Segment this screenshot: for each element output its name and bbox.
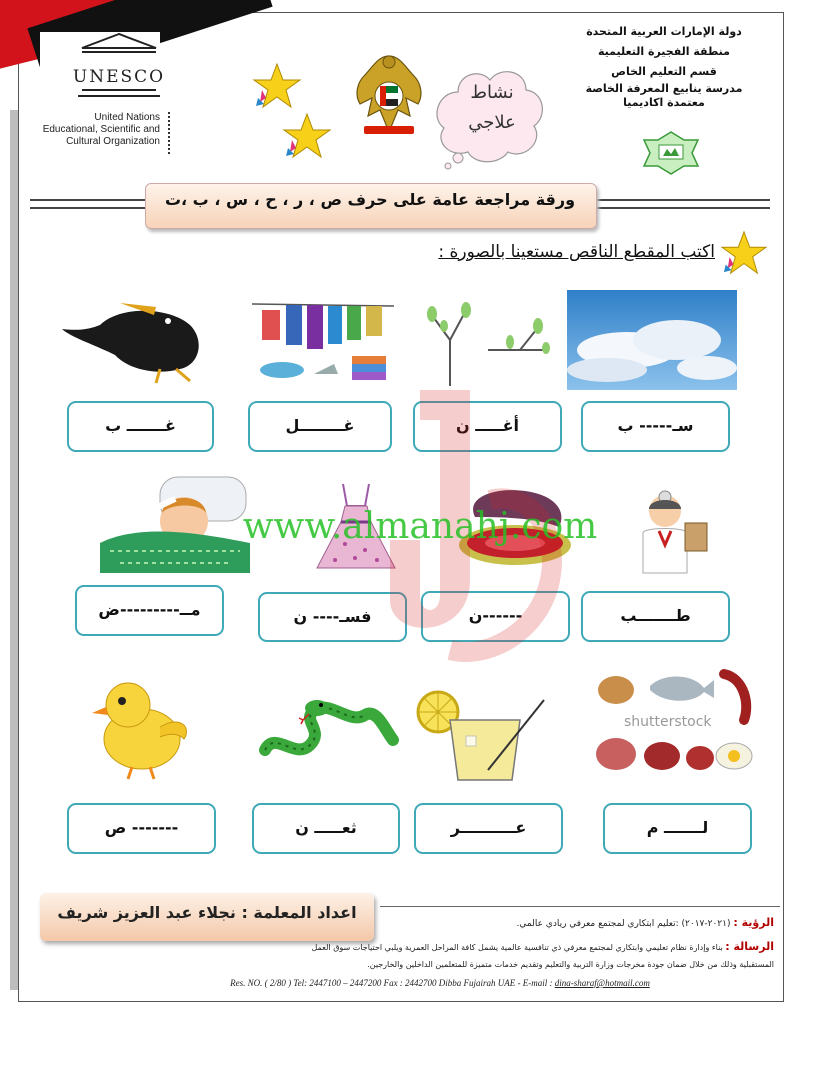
activity-label-line: نشاط xyxy=(470,82,514,103)
star-icon xyxy=(282,112,332,160)
unesco-logo-text: UNESCO xyxy=(72,67,166,87)
watermark-text: www.almanahj.com xyxy=(242,506,598,547)
chick-picture xyxy=(80,675,200,780)
answer-box[interactable]: فسـ---- ن xyxy=(258,592,407,642)
vision-statement xyxy=(254,916,774,929)
unesco-name-line: United Nations xyxy=(94,112,160,123)
school-accreditation: معتمدة اكاديميا xyxy=(623,96,705,109)
school-header xyxy=(554,22,774,110)
page-side-bar xyxy=(10,110,18,990)
contact-info xyxy=(160,978,720,988)
answer-box[interactable]: طـــــــب xyxy=(581,591,730,642)
crow-picture xyxy=(60,285,210,385)
activity-label-line: علاجي xyxy=(468,112,516,133)
unesco-name-line: Educational, Scientific and xyxy=(42,124,160,135)
branches-picture xyxy=(420,300,550,388)
mission-label: الرسالة : xyxy=(725,940,774,953)
vision-text: (٢٠٢١-٢٠١٧) :تعليم ابتكاري لمجتمع معرفي ريادي عالمي. xyxy=(516,919,731,929)
school-name: مدرسة ينابيع المعرفة الخاصة xyxy=(585,82,743,95)
answer-box[interactable]: غــــــــل xyxy=(248,401,392,452)
answer-box[interactable]: ثعـــــ ن xyxy=(252,803,400,854)
meat-picture xyxy=(594,668,754,776)
answer-box[interactable]: ------- ص xyxy=(67,803,216,854)
contact-details: Res. NO. ( 2/80 ) Tel: 2447100 – 2447200 Fax : 2442700 Dibba Fujairah UAE - E-mail : xyxy=(230,978,553,988)
vision-label: الرؤية : xyxy=(733,916,774,929)
mission-statement-continued: المستقبلية وذلك من خلال ضمان جودة مخرجات وزارة التربية والتعليم وتقديم خدمات متميزة للمتعلمين الداخلين والخارجين. xyxy=(367,960,774,969)
unesco-logo xyxy=(72,32,166,100)
mission-statement xyxy=(254,940,774,953)
activity-label xyxy=(452,78,532,138)
clouds-picture xyxy=(567,290,737,390)
unesco-name xyxy=(30,112,160,148)
laundry-picture xyxy=(252,296,394,384)
star-icon xyxy=(720,230,768,276)
answer-box[interactable]: غـــــــ ب xyxy=(67,401,214,452)
mission-text: بناء وإدارة نظام تعليمي وابتكاري لمجتمع معرفي ذي تنافسية عالمية يشمل كافة المراحل العمرية ويلبي احتياجات سوق العمل xyxy=(311,943,723,952)
answer-box[interactable]: عــــــــــر xyxy=(414,803,563,854)
snake-picture xyxy=(255,690,395,770)
unesco-name-line: Cultural Organization xyxy=(66,136,160,147)
department-name: قسم التعليم الخاص xyxy=(611,65,717,78)
answer-box[interactable]: أغـــــ ن xyxy=(413,401,562,452)
unesco-separator xyxy=(168,112,172,154)
school-logo xyxy=(640,130,702,176)
teacher-name: اعداد المعلمة : نجلاء عبد العزيز شريف xyxy=(57,903,357,922)
answer-box[interactable]: سـ----- ب xyxy=(581,401,730,452)
contact-email-link[interactable]: dina-sharaf@hotmail.com xyxy=(554,978,650,988)
star-icon xyxy=(252,62,302,110)
answer-box[interactable]: لـــــــ م xyxy=(603,803,752,854)
answer-box[interactable]: مــ---------ض xyxy=(75,585,224,636)
worksheet-title: ورقة مراجعة عامة على حرف ص ، ر ، ح ، س ، ب ،ت xyxy=(164,190,576,209)
lemon-juice-picture xyxy=(410,690,545,782)
svg-text:shutterstock: shutterstock xyxy=(624,714,712,730)
instruction-text: اكتب المقطع الناقص مستعينا بالصورة : xyxy=(438,242,715,262)
country-name: دولة الإمارات العربية المتحدة xyxy=(586,25,742,38)
footer-divider xyxy=(380,906,780,907)
zone-name: منطقة الفجيرة التعليمية xyxy=(598,45,730,58)
answer-box[interactable]: ------ن xyxy=(421,591,570,642)
uae-emblem-icon xyxy=(350,46,428,142)
